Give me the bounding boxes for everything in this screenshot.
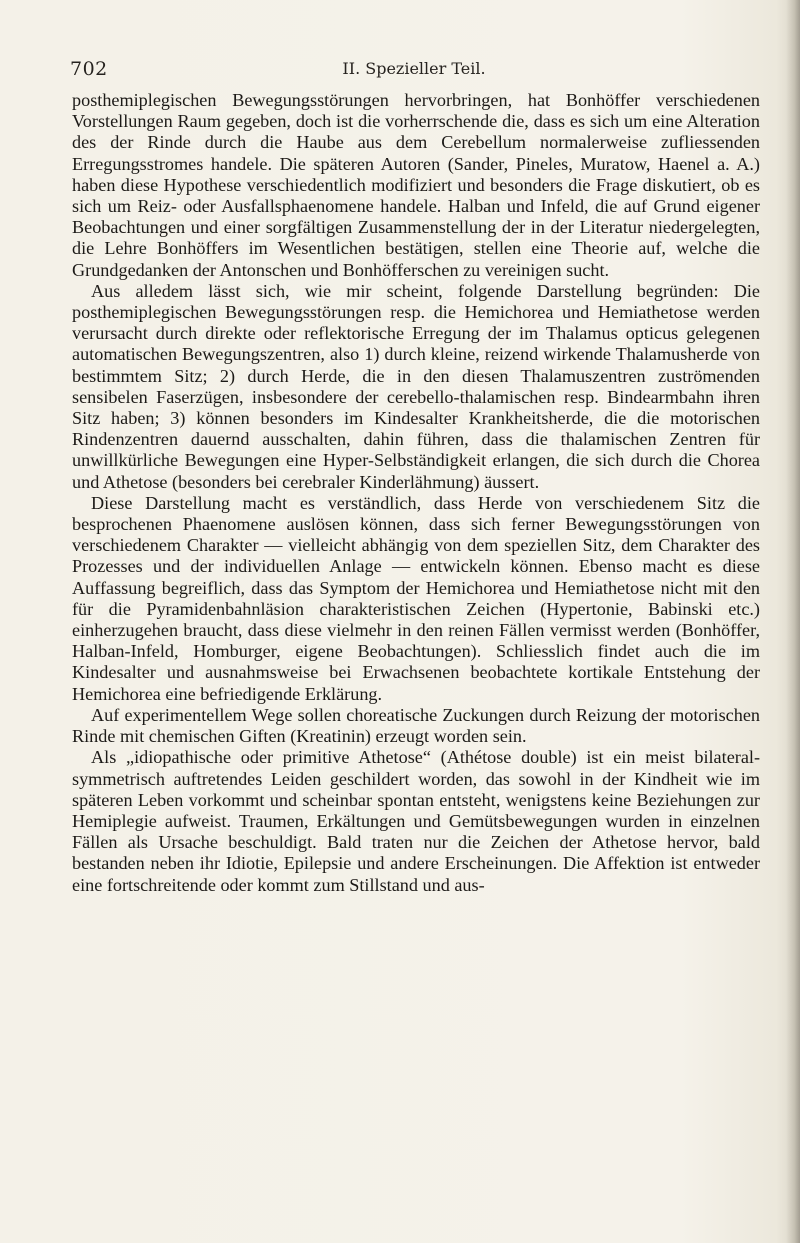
body-text: [72, 90, 760, 896]
paragraph-4: Auf experimentellem Wege sollen choreatische Zuckungen durch Reizung der motorischen Rinde mit chemischen Giften (Kreatinin) erzeugt worden sein.: [72, 704, 760, 747]
page-header: [70, 58, 758, 88]
paragraph-3: Diese Darstellung macht es verständlich, dass Herde von verschiedenem Sitz die besprochenen Phaenomene auslösen können, dass sich ferner Bewegungsstörungen von verschiedenem Charakter — vielleicht abhängig von dem speziellen Sitz, dem Charakter des Prozesses und der individuellen Anlage — entwickeln können. Ebenso macht es diese Auffassung begreiflich, dass das Symptom der Hemichorea und Hemiathetose nicht mit den für die Pyramidenbahnläsion charakteristischen Zeichen (Hypertonie, Babinski etc.) einherzugehen braucht, dass diese vielmehr in den reinen Fällen vermisst werden (Bonhöffer, Halban-Infeld, Homburger, eigene Beobachtungen). Schliesslich findet auch die im Kindesalter und ausnahmsweise bei Erwachsenen beobachtete kortikale Entstehung der Hemichorea eine befriedigende Erklärung.: [72, 492, 760, 704]
page-edge-shadow: [786, 0, 800, 1243]
running-head: II. Spezieller Teil.: [342, 59, 486, 78]
paragraph-5: Als „idiopathische oder primitive Athetose“ (Athétose double) ist ein meist bilateral-symmetrisch auftretendes Leiden geschildert worden, das sowohl in der Kindheit wie im späteren Leben vorkommt und scheinbar spontan entsteht, wenigstens keine Beziehungen zur Hemiplegie aufweist. Traumen, Erkältungen und Gemütsbewegungen wurden in einzelnen Fällen als Ursache beschuldigt. Bald traten nur die Zeichen der Athetose hervor, bald bestanden neben ihr Idiotie, Epilepsie und andere Erscheinungen. Die Affektion ist entweder eine fortschreitende oder kommt zum Stillstand und aus-: [72, 747, 760, 895]
page-number: 702: [70, 58, 108, 80]
paragraph-2: Aus alledem lässt sich, wie mir scheint, folgende Darstellung begründen: Die posthemiplegischen Bewegungsstörungen resp. die Hemichorea und Hemiathetose werden verursacht durch direkte oder reflektorische Erregung der im Thalamus opticus gelegenen automatischen Bewegungszentren, also 1) durch kleine, reizend wirkende Thalamusherde von bestimmtem Sitz; 2) durch Herde, die in den diesen Thalamuszentren zuströmenden sensibelen Faserzügen, insbesondere der cerebello-thalamischen resp. Bindearmbahn ihren Sitz haben; 3) können besonders im Kindesalter Krankheitsherde, die die motorischen Rindenzentren dauernd ausschalten, dahin führen, dass die thalamischen Zentren für unwillkürliche Bewegungen eine Hyper-Selbständigkeit erlangen, die sich durch die Chorea und Athetose (besonders bei cerebraler Kinderlähmung) äussert.: [72, 280, 760, 492]
paragraph-1: posthemiplegischen Bewegungsstörungen hervorbringen, hat Bonhöffer verschiedenen Vorstellungen Raum gegeben, doch ist die vorherrschende die, dass es sich um eine Alteration des der Rinde durch die Haube aus dem Cerebellum normalerweise zufliessenden Erregungsstromes handele. Die späteren Autoren (Sander, Pineles, Muratow, Haenel a. A.) haben diese Hypothese verschiedentlich modifiziert und besonders die Frage diskutiert, ob es sich um Reiz- oder Ausfallsphaenomene handele. Halban und Infeld, die auf Grund eigener Beobachtungen und einer sorgfältigen Zusammenstellung der in der Literatur niedergelegten, die Lehre Bonhöffers im Wesentlichen bestätigen, stellen eine Theorie auf, welche die Grundgedanken der Antonschen und Bonhöfferschen zu vereinigen sucht.: [72, 90, 760, 280]
